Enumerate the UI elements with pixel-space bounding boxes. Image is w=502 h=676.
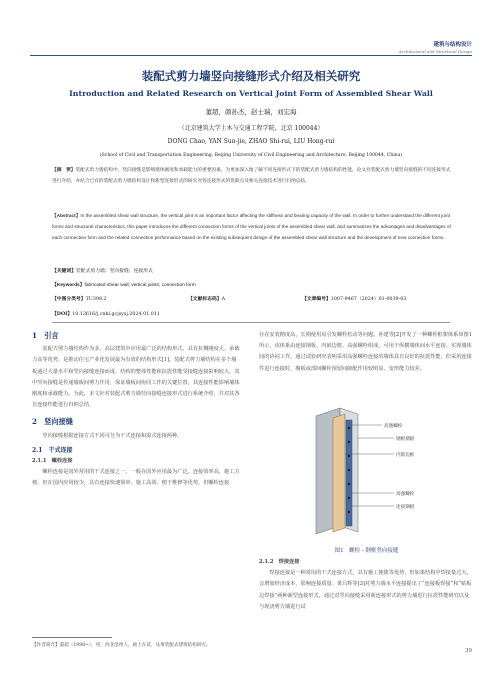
label-embedded-frame: 内嵌边框 [396, 453, 415, 458]
label-connection-plate: 连接钢板 [396, 505, 415, 510]
page-number: 39 [465, 648, 472, 654]
authors-en: DONG Chao, YAN Sun-jie, ZHAO Shi-rui, LIU Hong-rui [167, 138, 335, 145]
journal-header [399, 40, 472, 54]
connection-plate [346, 420, 352, 526]
clc-label: 【中图分类号】 [52, 296, 86, 302]
abstract-divider [52, 322, 450, 323]
right-column-top [259, 330, 474, 375]
keywords-en-text: fabricated shear wall; vertical joints; connection form [84, 283, 196, 288]
author-footnote: 【作者简介】董超（1998~），男，河北沧州人，硕士在读，从事装配式建筑结构研究。 [32, 643, 211, 648]
keywords-en-label: 【Keywords】 [52, 283, 85, 288]
doc-code-label: 【文献标志码】 [188, 296, 222, 302]
section-2-body: 竖向接缝根据连接方式不同可分为干式连接和湿式连接两种。 [42, 432, 183, 439]
right-column-paragraph-1: 存在安装精度高，长期使用易引发螺栓松动等问题。孙建等[2]开发了一种螺栓框架体系如图1所示，该体系由连接钢板、内嵌边框、高强螺栓组成，可用于纵横墙体间水平连接，实现墙体间的协同工作。通过试验研究表明采用高强螺栓连接的墙体具有良好的抗震性能，但采用连接件进行连接时，腹板或部间螺栓预留间隙配作用较明显，变形能力较差。 [259, 332, 472, 372]
keywords-cn-text: 装配式剪力墙；竖向接缝；连接形式 [76, 269, 153, 274]
journal-name-cn: 建筑与结构设计 [433, 42, 472, 48]
keywords-en [52, 281, 196, 288]
label-high-strength-bolt: 高强螺栓 [396, 492, 415, 497]
keywords-cn-label: 【关键词】 [52, 268, 76, 274]
doi [52, 310, 160, 317]
doi-value: 10.13616/j.cnki.gcjsysj.2024.01.011 [72, 312, 160, 317]
abstract-en-text: In the assembled shear wall structure, the vertical joint is an important factor affecting the stiffness and bearing capacity of the wall. In order to further understand the different joint forms and structural characteristics, this paper introduces the different connection forms of the vertical joints of the assembled shear wall, and summarizes the advantages and disadvantages of each connection form and the related connection performance based on the existing subsequent design of the assembled shear wall structure and the development of new connection forms. [52, 213, 451, 240]
document-code [188, 295, 225, 302]
clc-value: TU398.2 [85, 297, 107, 302]
abstract-en-label: 【Abstract】 [52, 213, 81, 218]
section-2-1-1-body: 螺栓连接是国外常用的干式连接之一，一般在国外应用最为广泛，连接效率高，施工方便，但在国内应用较少，具有连接快速简单、施工高效、便于维修等优势，但螺栓连接 [32, 469, 240, 487]
right-column-bottom [259, 557, 474, 613]
paper-title-cn: 装配式剪力墙竖向接缝形式介绍及相关研究 [141, 69, 361, 83]
abstract-cn-text: 装配式剪力墙结构中，竖向接缝是影响墙体刚度和承载能力的重要因素，为更加深入地了解不同连接形式下的装配式剪力墙结构的性能，论文对装配式剪力墙竖向接缝的不同连接形式进行介绍，并结合已有的装配式剪力墙结构设计和新型连接形式的研究对各连接形式的优缺点及相关连接技术进行归纳总结。 [52, 168, 451, 184]
label-steel-wall-panel: 钢板墙板 [396, 437, 415, 442]
left-column [32, 330, 240, 490]
article-no-value: 1007-9467（2024）01-0039-03 [330, 297, 407, 302]
abstract-cn [52, 166, 452, 188]
affiliation-en: (School of Civil and Transportation Engineering, Beijing University of Civil Engineering and Architecture, Beijing 100044, China) [99, 153, 403, 158]
section-2-1-heading: 2.1 干式连接 [32, 446, 73, 454]
abstract-en [52, 211, 452, 243]
section-2-1-2-body: 焊接连接是一种常用的干式连接方式，具有施工便捷等优势，但如果结构中焊接量过大，会增加经济成本，影响连接质量。黄吕辉等[3]对剪力墙水平连接提出了“连接板焊接”和“贴板边焊接”两种新型连接形式，通过对竖向接缝采用新连接形式的剪力墙进行抗震性能研究以及与现浇剪力墙进行试 [259, 570, 472, 610]
label-high-strength-bolt-top: 高强螺栓 [384, 424, 403, 429]
journal-name-en: Architectural and Structural Design [398, 49, 472, 54]
doi-label: 【DOI】 [52, 311, 73, 317]
paper-title-en: Introduction and Related Research on Vertical Joint Form of Assembled Shear Wall [69, 89, 433, 98]
figure-caption: 图1 螺栓 - 钢框竖向接缝 [334, 548, 399, 554]
article-no-label: 【文章编号】 [302, 296, 331, 302]
section-2-heading: 2 竖向接缝 [32, 417, 73, 427]
article-number [302, 295, 406, 302]
doc-code-value: A [221, 297, 226, 302]
section-2-1-2-heading: 2.1.2 焊接连接 [259, 559, 300, 565]
bolt-frame-joint-figure [300, 398, 440, 538]
section-1-heading: 1 引言 [32, 331, 59, 340]
affiliation-cn: （北京建筑大学土木与交通工程学院，北京 100044） [178, 125, 324, 132]
footnote-rule [32, 637, 112, 638]
clc-number [52, 295, 107, 302]
abstract-cn-label: 【摘 要】 [52, 168, 76, 173]
section-2-1-1-heading: 2.1.1 螺栓连接 [32, 458, 73, 465]
keywords-cn [52, 267, 153, 274]
embedded-frame [333, 414, 345, 532]
authors-cn: 董超，颜孙杰，赵士瑞，刘宏海 [205, 108, 297, 116]
header-rule [30, 55, 472, 56]
section-1-body: 装配式剪力墙结构作为多、高层建筑中应用最广泛的结构形式，具有抗侧刚度大、承载力高等优势，是推动住宅产业化发展最为有效的结构形式[1]。装配式剪力墙结构在多个墙板通过大量水平和竖向接缝连接而成，结构的整体性能和抗震性能受接缝连接影响较大。其中竖向接缝是传递墙板间剪力作用，保证墙板间协同工作的关键位置，其连接性能影响墙体刚度和承载能力。为此，本文针对装配式剪力墙竖向接缝连接形式进行系统介绍，并对其各自连接性能进行归纳总结。 [32, 346, 240, 409]
